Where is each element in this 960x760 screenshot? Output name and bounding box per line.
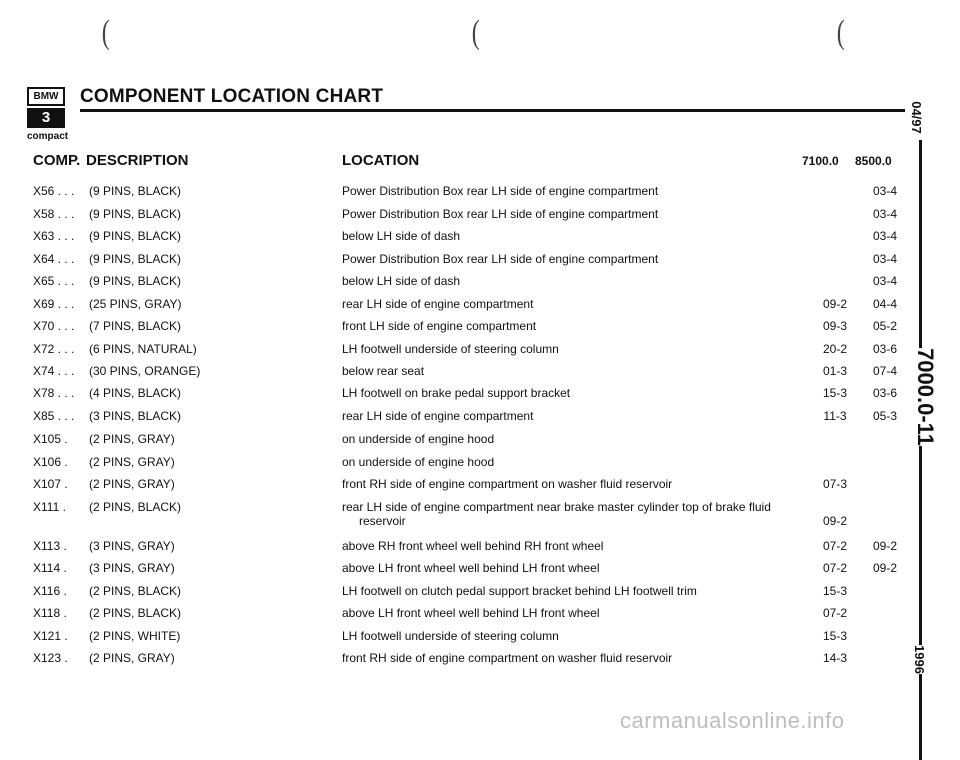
- revision-date: 04/97: [908, 101, 924, 134]
- comp-description: (2 PINS, GRAY): [89, 477, 175, 491]
- scan-mark: (: [471, 14, 480, 51]
- table-row: [33, 229, 903, 249]
- ref-8500: 03-4: [872, 274, 898, 288]
- ref-8500: 09-2: [872, 539, 898, 553]
- ref-7100: 15-3: [822, 629, 848, 643]
- comp-code: X85 . . .: [33, 409, 75, 423]
- comp-description: (2 PINS, WHITE): [89, 629, 181, 643]
- comp-description: (3 PINS, GRAY): [89, 539, 175, 553]
- column-header-comp: COMP.: [33, 152, 81, 169]
- comp-code: X123 .: [33, 651, 68, 665]
- comp-description: (2 PINS, BLACK): [89, 584, 182, 598]
- comp-description: (9 PINS, BLACK): [89, 274, 182, 288]
- table-row: [33, 584, 903, 604]
- section-number: 7000.0-11: [912, 348, 938, 446]
- comp-code: X111 .: [33, 500, 66, 514]
- ref-7100: 01-3: [822, 364, 848, 378]
- column-header-8500: 8500.0: [855, 154, 892, 168]
- ref-7100: 07-2: [822, 561, 848, 575]
- column-header-7100: 7100.0: [802, 154, 839, 168]
- ref-8500: 03-4: [872, 184, 898, 198]
- comp-location: Power Distribution Box rear LH side of engine compartment: [342, 207, 659, 221]
- ref-7100: 07-3: [822, 477, 848, 491]
- scan-mark: (: [836, 14, 845, 51]
- ref-8500: 03-6: [872, 342, 898, 356]
- page-title: COMPONENT LOCATION CHART: [80, 86, 384, 107]
- comp-code: X114 .: [33, 561, 67, 575]
- comp-code: X72 . . .: [33, 342, 75, 356]
- ref-8500: 09-2: [872, 561, 898, 575]
- scan-mark: (: [101, 14, 110, 51]
- table-row: [33, 455, 903, 475]
- comp-location: rear LH side of engine compartment near brake master cylinder top of brake fluid: [342, 500, 771, 514]
- model-year: 1996: [911, 645, 927, 674]
- column-header-description: DESCRIPTION: [86, 152, 189, 169]
- bmw-3-compact-logo: [27, 87, 67, 142]
- table-row: [33, 342, 903, 362]
- comp-code: X106 .: [33, 455, 68, 469]
- comp-code: X116 .: [33, 584, 67, 598]
- comp-description: (2 PINS, BLACK): [89, 606, 182, 620]
- comp-code: X69 . . .: [33, 297, 75, 311]
- comp-location: above LH front wheel well behind LH front wheel: [342, 606, 600, 620]
- table-row: [33, 386, 903, 406]
- comp-code: X113 .: [33, 539, 67, 553]
- comp-location-continued: reservoir: [359, 514, 406, 528]
- watermark: carmanualsonline.info: [620, 708, 845, 733]
- ref-7100: 15-3: [822, 386, 848, 400]
- comp-code: X58 . . .: [33, 207, 75, 221]
- comp-description: (2 PINS, GRAY): [89, 455, 175, 469]
- comp-description: (3 PINS, BLACK): [89, 409, 182, 423]
- logo-model: 3: [27, 108, 65, 128]
- comp-description: (6 PINS, NATURAL): [89, 342, 197, 356]
- comp-code: X74 . . .: [33, 364, 75, 378]
- comp-code: X63 . . .: [33, 229, 75, 243]
- ref-8500: 03-6: [872, 386, 898, 400]
- comp-location: above LH front wheel well behind LH front wheel: [342, 561, 600, 575]
- comp-description: (7 PINS, BLACK): [89, 319, 182, 333]
- table-row: [33, 274, 903, 294]
- table-row: [33, 432, 903, 452]
- comp-description: (9 PINS, BLACK): [89, 229, 182, 243]
- comp-description: (9 PINS, BLACK): [89, 184, 182, 198]
- table-row-continued: [33, 514, 903, 534]
- comp-description: (9 PINS, BLACK): [89, 252, 182, 266]
- comp-location: on underside of engine hood: [342, 455, 495, 469]
- comp-location: Power Distribution Box rear LH side of engine compartment: [342, 252, 659, 266]
- column-header-location: LOCATION: [342, 152, 420, 169]
- ref-7100: 20-2: [822, 342, 848, 356]
- ref-8500: 05-2: [872, 319, 898, 333]
- comp-location: above RH front wheel well behind RH front wheel: [342, 539, 604, 553]
- comp-code: X70 . . .: [33, 319, 75, 333]
- comp-location: below LH side of dash: [342, 229, 461, 243]
- comp-location: rear LH side of engine compartment: [342, 297, 534, 311]
- ref-8500: 07-4: [872, 364, 898, 378]
- table-row: [33, 207, 903, 227]
- comp-description: (30 PINS, ORANGE): [89, 364, 201, 378]
- ref-7100: 09-2: [822, 514, 848, 528]
- ref-7100: 07-2: [822, 606, 848, 620]
- comp-code: X78 . . .: [33, 386, 75, 400]
- comp-location: front RH side of engine compartment on washer fluid reservoir: [342, 651, 673, 665]
- comp-code: X64 . . .: [33, 252, 75, 266]
- title-rule: [80, 109, 905, 112]
- table-row: [33, 561, 903, 581]
- ref-8500: 04-4: [872, 297, 898, 311]
- comp-code: X121 .: [33, 629, 68, 643]
- table-row: [33, 477, 903, 497]
- comp-location: LH footwell underside of steering column: [342, 629, 559, 643]
- table-row: [33, 364, 903, 384]
- comp-code: X118 .: [33, 606, 67, 620]
- table-row: [33, 539, 903, 559]
- table-row: [33, 297, 903, 317]
- comp-location: below rear seat: [342, 364, 425, 378]
- ref-8500: 03-4: [872, 207, 898, 221]
- comp-location: below LH side of dash: [342, 274, 461, 288]
- comp-location: on underside of engine hood: [342, 432, 495, 446]
- comp-location: Power Distribution Box rear LH side of engine compartment: [342, 184, 659, 198]
- comp-description: (3 PINS, GRAY): [89, 561, 175, 575]
- table-row: [33, 606, 903, 626]
- table-row: [33, 252, 903, 272]
- ref-7100: 09-3: [822, 319, 848, 333]
- comp-description: (2 PINS, BLACK): [89, 500, 182, 514]
- logo-brand: BMW: [27, 87, 65, 106]
- comp-description: (9 PINS, BLACK): [89, 207, 182, 221]
- comp-code: X65 . . .: [33, 274, 75, 288]
- logo-variant: compact: [27, 131, 69, 142]
- comp-description: (4 PINS, BLACK): [89, 386, 182, 400]
- ref-7100: 09-2: [822, 297, 848, 311]
- ref-8500: 03-4: [872, 252, 898, 266]
- comp-code: X105 .: [33, 432, 68, 446]
- ref-7100: 07-2: [822, 539, 848, 553]
- comp-description: (2 PINS, GRAY): [89, 432, 175, 446]
- comp-location: LH footwell on brake pedal support bracket: [342, 386, 571, 400]
- comp-description: (2 PINS, GRAY): [89, 651, 175, 665]
- comp-description: (25 PINS, GRAY): [89, 297, 182, 311]
- table-row: [33, 651, 903, 671]
- ref-7100: 14-3: [822, 651, 848, 665]
- comp-location: LH footwell on clutch pedal support bracket behind LH footwell trim: [342, 584, 697, 598]
- table-row: [33, 319, 903, 339]
- table-row: [33, 409, 903, 429]
- ref-8500: 05-3: [872, 409, 898, 423]
- comp-location: rear LH side of engine compartment: [342, 409, 534, 423]
- comp-location: front LH side of engine compartment: [342, 319, 537, 333]
- table-row: [33, 184, 903, 204]
- table-row: [33, 629, 903, 649]
- ref-7100: 15-3: [822, 584, 848, 598]
- comp-code: X107 .: [33, 477, 68, 491]
- comp-location: LH footwell underside of steering column: [342, 342, 559, 356]
- ref-8500: 03-4: [872, 229, 898, 243]
- ref-7100: 11-3: [823, 409, 847, 423]
- comp-code: X56 . . .: [33, 184, 75, 198]
- comp-location: front RH side of engine compartment on washer fluid reservoir: [342, 477, 673, 491]
